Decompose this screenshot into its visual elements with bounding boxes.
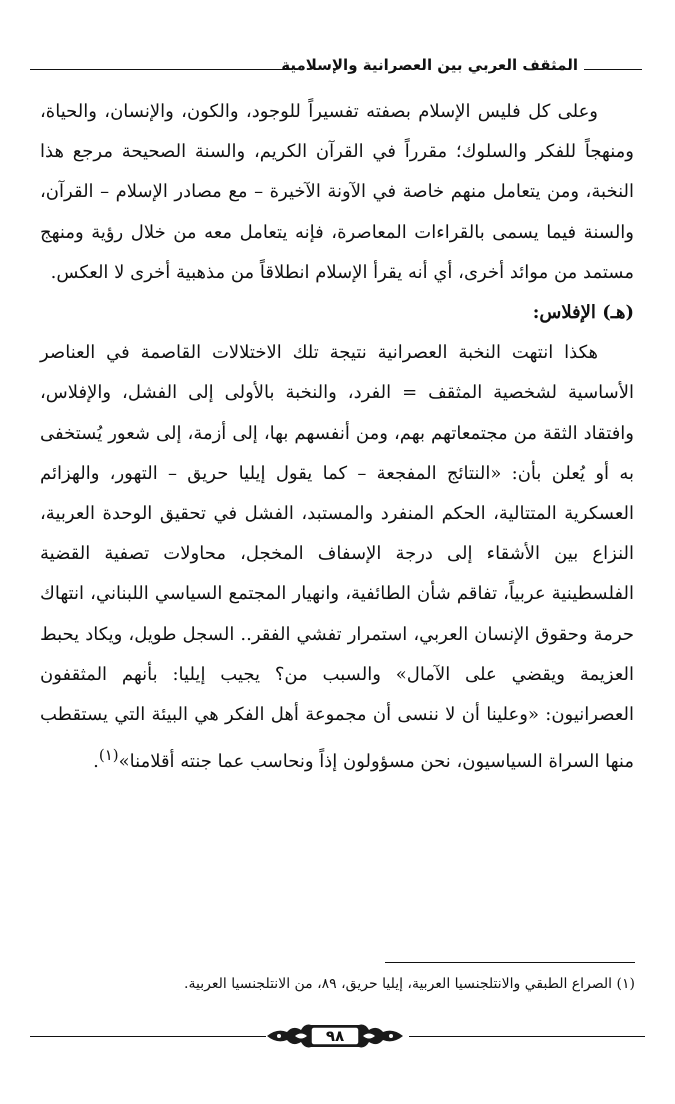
header-rule-left xyxy=(30,69,292,70)
header-rule-right xyxy=(584,69,642,70)
footer-rule-left xyxy=(30,1036,266,1037)
footnote-reference[interactable]: (١) xyxy=(98,746,119,765)
section-heading: (هـ) الإفلاس: xyxy=(532,302,634,324)
paragraph-2-end: . xyxy=(93,751,99,773)
running-title: المثقف العربي بين العصرانية والإسلامية xyxy=(281,56,578,74)
paragraph-1: وعلى كل فليس الإسلام بصفته تفسيراً للوجود، والكون، والإنسان، والحياة، ومنهجاً للفكر والسلوك؛ مقرراً في القرآن الكريم، والسنة الصحيحة مرجع هذا النخبة، ومن يتعامل منهم خاصة في الآونة الآخيرة – مع مصادر الإسلام – القرآن، والسنة فيما يسمى بالقراءات المعاصرة، فإنه يتعامل معه من خلال رؤية ومنهج مستمد من موائد أخرى، أي أنه يقرأ الإسلام انطلاقاً من مذهبية أخرى لا العكس. xyxy=(40,101,634,283)
footnote: (١) الصراع الطبقي والانتلجنسيا العربية، إيليا حريق، ٨٩، من الانتلجنسيا العربية. xyxy=(184,976,635,992)
body-text xyxy=(40,92,634,782)
paragraph-2 xyxy=(40,333,634,782)
page-number: ٩٨ xyxy=(325,1027,345,1045)
paragraph-2-text: هكذا انتهت النخبة العصرانية نتيجة تلك الاختلالات القاصمة في العناصر الأساسية لشخصية المثقف = الفرد، والنخبة بالأولى إلى الفشل، والإفلاس، وافتقاد الثقة من مجتمعاتهم بهم، ومن أنفسهم بها، إلى أزمة، إلى شعور يُستخفى به أو يُعلن بأن: «النتائج المفجعة – كما يقول إيليا حريق – التهور، والهزائم العسكرية المتتالية، الحكم المنفرد والمستبد، الفشل في تحقيق الوحدة العربية، النزاع بين الأشقاء إلى درجة الإسفاف المخجل، محاولات تصفية القضية الفلسطينية عربياً، تفاقم شأن الطائفية، وانهيار المجتمع السياسي اللبناني، انتهاك حرمة وحقوق الإنسان العربي، استمرار تفشي الفقر.. السجل طويل، ويكاد يحبط العزيمة ويقضي على الآمال» والسبب من؟ يجيب إيليا: بأنهم المثقفون العصرانيون: «وعلينا أن لا ننسى أن مجموعة أهل الفكر هي البيئة التي يستقطب منها السراة السياسيون، نحن مسؤولون إذاً ونحاسب عما جنته أقلامنا» xyxy=(40,342,634,773)
footnote-separator xyxy=(385,962,635,963)
running-header xyxy=(30,54,642,84)
footer-rule-right xyxy=(409,1036,645,1037)
